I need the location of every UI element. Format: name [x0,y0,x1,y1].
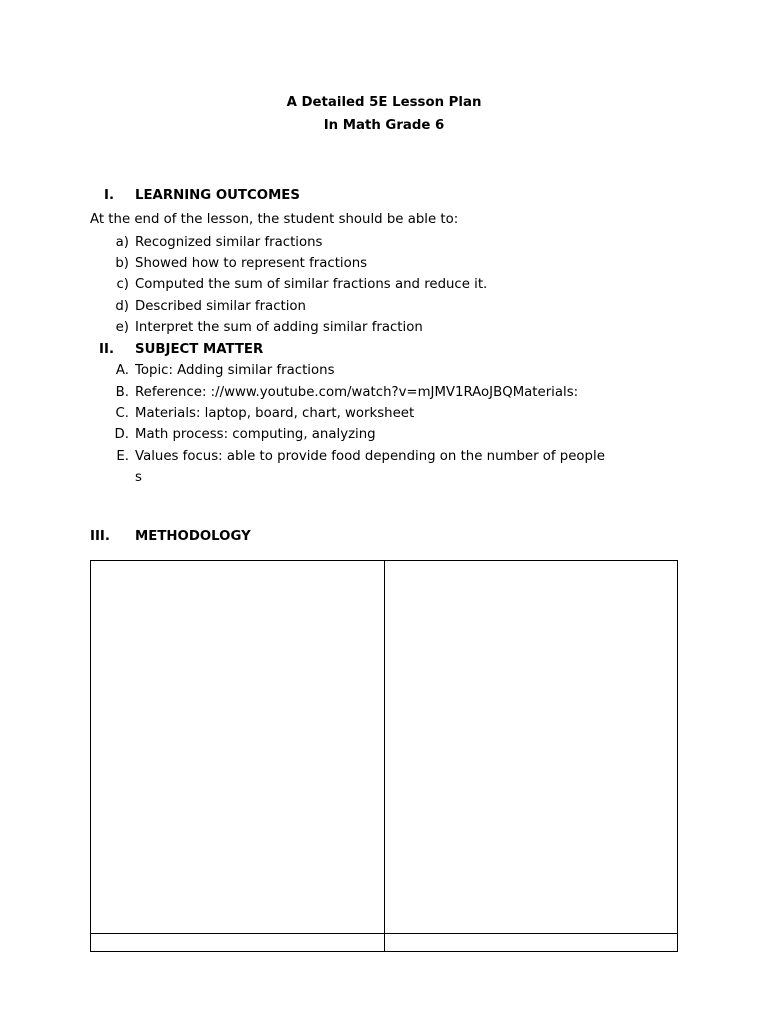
list-item-text: Values focus: able to provide food depending on the number of people [135,449,605,464]
list-marker: D. [114,427,129,442]
list-item-text: Math process: computing, analyzing [135,427,376,442]
table-row [91,934,678,952]
list-marker: d) [115,299,129,314]
list-marker: e) [115,320,129,335]
table-cell-student-activity [384,561,678,934]
list-marker: C. [115,406,129,421]
document-title: A Detailed 5E Lesson Plan [286,95,482,110]
list-item-text: Interpret the sum of adding similar fraction [135,320,423,335]
section-heading-learning-outcomes: LEARNING OUTCOMES [135,188,300,203]
list-item-text: Described similar fraction [135,299,306,314]
list-item-text: Topic: Adding similar fractions [135,363,335,378]
section-number-learning-outcomes: I. [104,188,114,203]
section-number-subject-matter: II. [99,342,114,357]
list-marker: c) [116,277,129,292]
table-cell [384,934,678,952]
list-item-text: Computed the sum of similar fractions and reduce it. [135,277,488,292]
list-item-text: Recognized similar fractions [135,235,323,250]
list-marker: b) [115,256,129,271]
list-marker: A. [115,363,129,378]
section-number-methodology: III. [90,529,110,544]
table-cell [91,934,385,952]
list-marker: a) [115,235,129,250]
section-heading-methodology: METHODOLOGY [135,529,251,544]
table-row [91,561,678,934]
list-marker: E. [116,449,129,464]
list-marker: B. [115,385,129,400]
section-heading-subject-matter: SUBJECT MATTER [135,342,264,357]
learning-outcomes-intro: At the end of the lesson, the student should be able to: [90,212,459,227]
list-item-text: Showed how to represent fractions [135,256,368,271]
list-item-continuation: s [135,470,142,485]
document-subtitle: In Math Grade 6 [323,118,445,133]
methodology-table [90,560,678,952]
table-cell-teacher-activity [91,561,385,934]
list-item-text: Materials: laptop, board, chart, worksheet [135,406,415,421]
list-item-text: Reference: ://www.youtube.com/watch?v=mJMV1RAoJBQMaterials: [135,385,579,400]
